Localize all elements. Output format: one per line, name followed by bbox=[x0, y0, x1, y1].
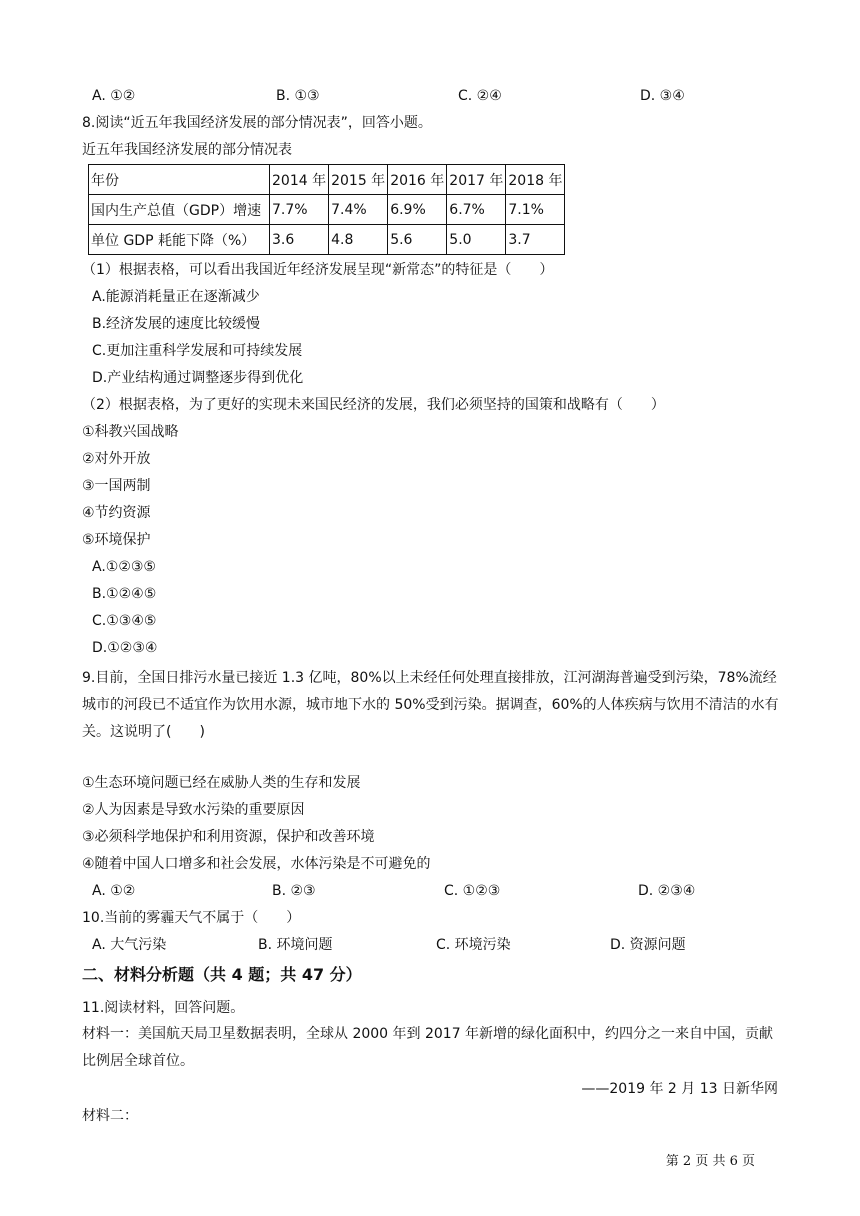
q8-sub2-option-d[interactable]: D.①②③④ bbox=[92, 640, 158, 656]
q9-option-c[interactable]: C. ①②③ bbox=[444, 883, 501, 899]
q7-option-b[interactable]: B. ①③ bbox=[276, 88, 320, 104]
table-cell: 3.7 bbox=[506, 225, 565, 255]
q9-stem: 9.目前，全国日排污水量已接近 1.3 亿吨，80%以上未经任何处理直接排放，江河湖海普遍受到污染，78%流经城市的河段已不适宜作为饮用水源，城市地下水的 50%受到污染。据调查，60%的人体疾病与饮用不清洁的水有关。这说明了( ) bbox=[82, 670, 779, 740]
table-cell: 6.7% bbox=[447, 195, 506, 225]
q8-sub1-option-d[interactable]: D.产业结构通过调整逐步得到优化 bbox=[92, 370, 304, 386]
q8-sub2-item: ⑤环境保护 bbox=[82, 532, 151, 548]
page-number: 第 2 页 共 6 页 bbox=[665, 1154, 755, 1169]
q11-material1: 材料一：美国航天局卫星数据表明，全球从 2000 年到 2017 年新增的绿化面积中，约四分之一来自中国，贡献比例居全球首位。 bbox=[82, 1026, 774, 1069]
q11-stem: 11.阅读材料，回答问题。 bbox=[82, 1000, 245, 1016]
table-cell: 4.8 bbox=[329, 225, 388, 255]
q9-item: ④随着中国人口增多和社会发展，水体污染是不可避免的 bbox=[82, 856, 431, 872]
q8-sub2-item: ②对外开放 bbox=[82, 451, 151, 467]
q10-stem: 10.当前的雾霾天气不属于（ ） bbox=[82, 910, 301, 926]
table-cell: 3.6 bbox=[270, 225, 329, 255]
q9-option-b[interactable]: B. ②③ bbox=[272, 883, 316, 899]
q8-sub2-option-c[interactable]: C.①③④⑤ bbox=[92, 613, 157, 629]
q11-source: ——2019 年 2 月 13 日新华网 bbox=[581, 1081, 778, 1097]
section-title: 二、材料分析题（共 4 题；共 47 分） bbox=[82, 965, 362, 984]
table-cell: 5.6 bbox=[388, 225, 447, 255]
table-cell: 7.4% bbox=[329, 195, 388, 225]
table-cell: 6.9% bbox=[388, 195, 447, 225]
q7-option-d[interactable]: D. ③④ bbox=[640, 88, 685, 104]
table-row bbox=[89, 225, 565, 255]
q8-data-table bbox=[88, 164, 565, 255]
table-cell: 单位 GDP 耗能下降（%） bbox=[89, 225, 270, 255]
q7-options-row bbox=[92, 86, 712, 106]
q10-option-a[interactable]: A. 大气污染 bbox=[92, 937, 167, 953]
q9-item: ①生态环境问题已经在威胁人类的生存和发展 bbox=[82, 775, 361, 791]
q11-material2: 材料二： bbox=[82, 1108, 138, 1124]
table-header-cell: 2017 年 bbox=[447, 165, 506, 195]
q8-sub2-question: （2）根据表格，为了更好的实现未来国民经济的发展，我们必须坚持的国策和战略有（ ） bbox=[82, 397, 665, 413]
q9-option-d[interactable]: D. ②③④ bbox=[638, 883, 696, 899]
q8-sub1-option-c[interactable]: C.更加注重科学发展和可持续发展 bbox=[92, 343, 303, 359]
q8-sub1-option-a[interactable]: A.能源消耗量正在逐渐减少 bbox=[92, 289, 260, 305]
q10-option-c[interactable]: C. 环境污染 bbox=[436, 937, 511, 953]
q8-sub2-option-a[interactable]: A.①②③⑤ bbox=[92, 559, 156, 575]
q7-option-a[interactable]: A. ①② bbox=[92, 88, 136, 104]
q8-sub2-item: ③一国两制 bbox=[82, 478, 151, 494]
q8-sub2-item: ①科教兴国战略 bbox=[82, 424, 179, 440]
q8-sub1-question: （1）根据表格，可以看出我国近年经济发展呈现“新常态”的特征是（ ） bbox=[82, 262, 554, 278]
table-header-cell: 2018 年 bbox=[506, 165, 565, 195]
q9-item: ③必须科学地保护和利用资源，保护和改善环境 bbox=[82, 829, 375, 845]
table-header-cell: 2016 年 bbox=[388, 165, 447, 195]
q7-option-c[interactable]: C. ②④ bbox=[458, 88, 502, 104]
table-header-row bbox=[89, 165, 565, 195]
q8-sub2-item: ④节约资源 bbox=[82, 505, 151, 521]
table-row bbox=[89, 195, 565, 225]
q9-option-a[interactable]: A. ①② bbox=[92, 883, 136, 899]
table-header-cell: 2015 年 bbox=[329, 165, 388, 195]
table-header-cell: 2014 年 bbox=[270, 165, 329, 195]
q8-table-title: 近五年我国经济发展的部分情况表 bbox=[82, 142, 292, 158]
table-cell: 国内生产总值（GDP）增速 bbox=[89, 195, 270, 225]
table-cell: 5.0 bbox=[447, 225, 506, 255]
q9-item: ②人为因素是导致水污染的重要原因 bbox=[82, 802, 305, 818]
table-cell: 7.7% bbox=[270, 195, 329, 225]
q10-option-b[interactable]: B. 环境问题 bbox=[258, 937, 333, 953]
table-header-cell: 年份 bbox=[89, 165, 270, 195]
q9-options-row bbox=[92, 881, 712, 901]
table-cell: 7.1% bbox=[506, 195, 565, 225]
q8-sub2-option-b[interactable]: B.①②④⑤ bbox=[92, 586, 157, 602]
q10-option-d[interactable]: D. 资源问题 bbox=[610, 937, 686, 953]
q8-stem: 8.阅读“近五年我国经济发展的部分情况表”，回答小题。 bbox=[82, 115, 432, 131]
q10-options-row bbox=[92, 935, 712, 955]
q8-sub1-option-b[interactable]: B.经济发展的速度比较缓慢 bbox=[92, 316, 261, 332]
